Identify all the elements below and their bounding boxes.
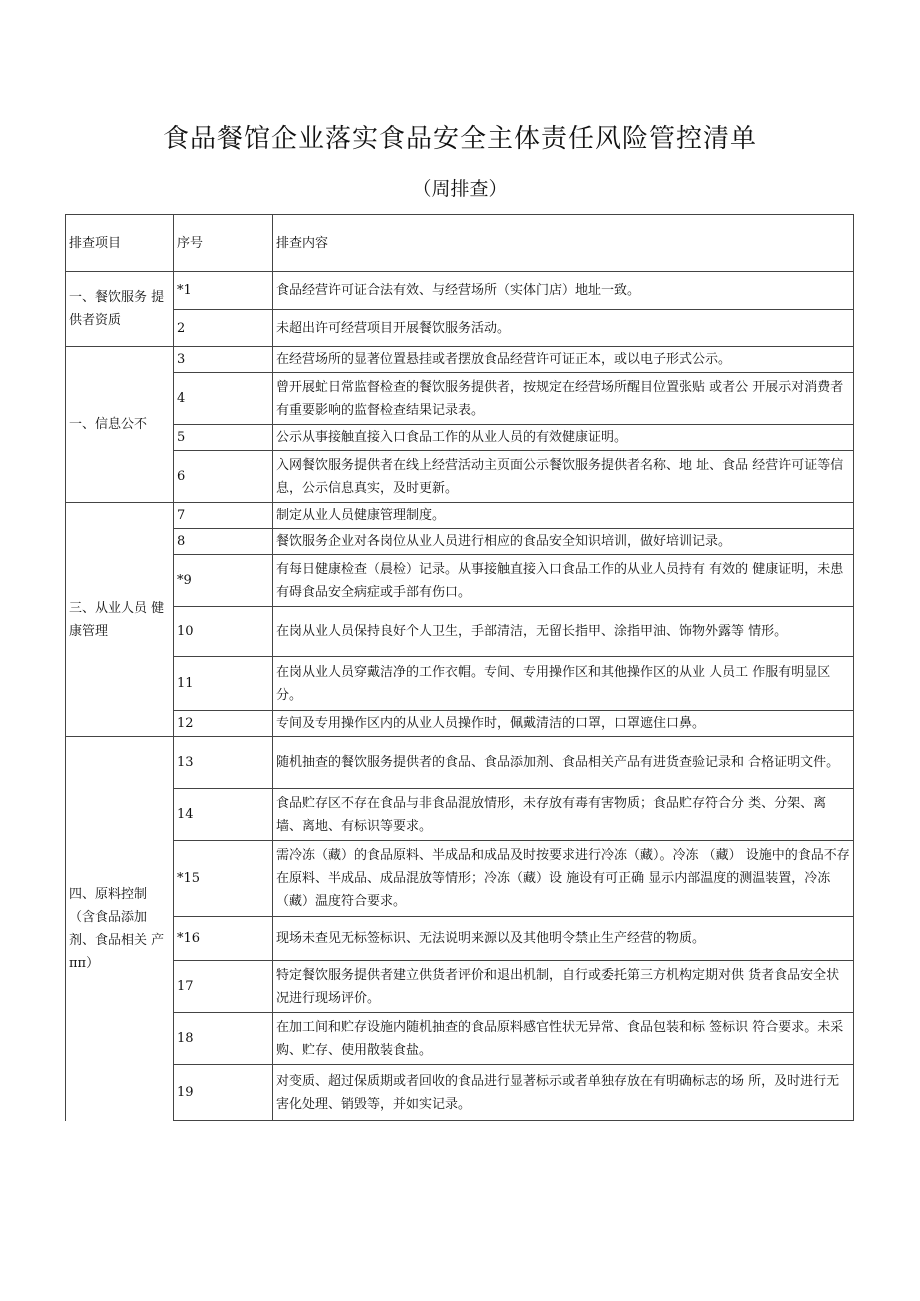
table-row bbox=[66, 1013, 854, 1065]
row-content: 对变质、超过保质期或者回收的食品进行显著标示或者单独存放在有明确标志的场 所，及时进行无害化处理、销毁等，并如实记录。 bbox=[273, 1065, 854, 1121]
group-item-raw-material: 四、原料控制（含食品添加剂、食品相关 产ππ） bbox=[66, 737, 174, 1121]
row-no: 4 bbox=[174, 373, 273, 425]
row-no: 17 bbox=[174, 961, 273, 1013]
table-row bbox=[66, 841, 854, 917]
row-no: 19 bbox=[174, 1065, 273, 1121]
row-content: 在岗从业人员穿戴洁净的工作衣帽。专间、专用操作区和其他操作区的从业 人员工 作服有明显区分。 bbox=[273, 657, 854, 711]
group-item-info-disclosure: 一、信息公不 bbox=[66, 347, 174, 503]
row-no: 11 bbox=[174, 657, 273, 711]
group-item-staff-health: 三、从业人员 健康管理 bbox=[66, 503, 174, 737]
row-content: 公示从事接触直接入口食品工作的从业人员的有效健康证明。 bbox=[273, 425, 854, 451]
row-content: 有每日健康检查（晨检）记录。从事接触直接入口食品工作的从业人员持有 有效的 健康证明，未患有碍食品安全病症或手部有伤口。 bbox=[273, 555, 854, 607]
row-content: 食品贮存区不存在食品与非食品混放情形，未存放有毒有害物质；食品贮存符合分 类、分架、离墙、离地、有标识等要求。 bbox=[273, 789, 854, 841]
header-no: 序号 bbox=[174, 215, 273, 272]
header-content: 排查内容 bbox=[273, 215, 854, 272]
row-content: 专间及专用操作区内的从业人员操作时，佩戴清洁的口罩，口罩遮住口鼻。 bbox=[273, 711, 854, 737]
row-content: 特定餐饮服务提供者建立供货者评价和退出机制，自行或委托第三方机构定期对供 货者食品安全状况进行现场评价。 bbox=[273, 961, 854, 1013]
table-row bbox=[66, 529, 854, 555]
row-no: 14 bbox=[174, 789, 273, 841]
table-row bbox=[66, 347, 854, 373]
row-content: 餐饮服务企业对各岗位从业人员进行相应的食品安全知识培训，做好培训记录。 bbox=[273, 529, 854, 555]
table-row bbox=[66, 657, 854, 711]
table-row bbox=[66, 737, 854, 789]
row-no: 18 bbox=[174, 1013, 273, 1065]
table-row bbox=[66, 272, 854, 310]
header-item: 排查项目 bbox=[66, 215, 174, 272]
row-no: 13 bbox=[174, 737, 273, 789]
table-row bbox=[66, 917, 854, 961]
row-content: 入网餐饮服务提供者在线上经营活动主页面公示餐饮服务提供者名称、地 址、食品 经营许可证等信息，公示信息真实，及时更新。 bbox=[273, 451, 854, 503]
row-content: 现场未查见无标签标识、无法说明来源以及其他明令禁止生产经营的物质。 bbox=[273, 917, 854, 961]
table-row bbox=[66, 789, 854, 841]
row-content: 在岗从业人员保持良好个人卫生，手部清洁，无留长指甲、涂指甲油、饰物外露等 情形。 bbox=[273, 607, 854, 657]
row-no: *15 bbox=[174, 841, 273, 917]
table-row bbox=[66, 1065, 854, 1121]
row-no: *9 bbox=[174, 555, 273, 607]
table-row bbox=[66, 310, 854, 347]
row-no: *1 bbox=[174, 272, 273, 310]
group-item-qualification: 一、餐饮服务 提供者资质 bbox=[66, 272, 174, 347]
row-content: 在经营场所的显著位置悬挂或者摆放食品经营许可证正本，或以电子形式公示。 bbox=[273, 347, 854, 373]
row-no: 12 bbox=[174, 711, 273, 737]
row-content: 未超出许可经营项目开展餐饮服务活动。 bbox=[273, 310, 854, 347]
row-no: 8 bbox=[174, 529, 273, 555]
row-content: 曾开展虻日常监督检查的餐饮服务提供者，按规定在经营场所醒目位置张贴 或者公 开展示对消费者有重要影响的监督检查结果记录表。 bbox=[273, 373, 854, 425]
table-row bbox=[66, 961, 854, 1013]
row-no: 5 bbox=[174, 425, 273, 451]
inspection-table bbox=[65, 214, 854, 1121]
row-content: 需冷冻（藏）的食品原料、半成品和成品及时按要求进行冷冻（藏）。冷冻 （藏） 设施中的食品不存在原料、半成品、成品混放等情形；冷冻（藏）设 施设有可正确 显示内部温度的测温装置，冷冻（藏）温度符合要求。 bbox=[273, 841, 854, 917]
row-no: *16 bbox=[174, 917, 273, 961]
row-content: 食品经营许可证合法有效、与经营场所（实体门店）地址一致。 bbox=[273, 272, 854, 310]
document-subtitle: （周排查） bbox=[412, 178, 508, 200]
table-row bbox=[66, 555, 854, 607]
table-row bbox=[66, 373, 854, 425]
row-content: 随机抽查的餐饮服务提供者的食品、食品添加剂、食品相关产品有进货查验记录和 合格证明文件。 bbox=[273, 737, 854, 789]
table-row bbox=[66, 607, 854, 657]
table-row bbox=[66, 711, 854, 737]
document-title: 食品餐馆企业落实食品安全主体责任风险管控清单 bbox=[162, 124, 757, 154]
row-no: 2 bbox=[174, 310, 273, 347]
table-row bbox=[66, 425, 854, 451]
row-no: 10 bbox=[174, 607, 273, 657]
table-row bbox=[66, 451, 854, 503]
row-content: 制定从业人员健康管理制度。 bbox=[273, 503, 854, 529]
table-row bbox=[66, 503, 854, 529]
row-no: 3 bbox=[174, 347, 273, 373]
row-no: 6 bbox=[174, 451, 273, 503]
row-no: 7 bbox=[174, 503, 273, 529]
table-header-row bbox=[66, 215, 854, 272]
row-content: 在加工间和贮存设施内随机抽查的食品原料感官性状无异常、食品包装和标 签标识 符合要求。未采购、贮存、使用散装食盐。 bbox=[273, 1013, 854, 1065]
